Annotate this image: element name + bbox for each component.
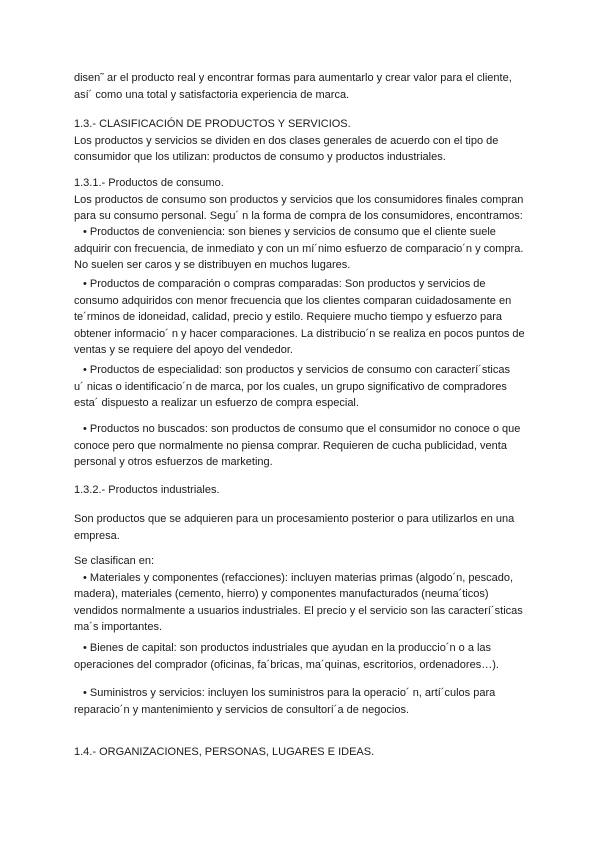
bullet-materiales <box>74 553 534 636</box>
text-line: empresa. <box>74 529 120 542</box>
bullet-suministros <box>74 685 534 718</box>
text-line: • Bienes de capital: son productos industriales que ayudan en la produccio´n o a las <box>83 642 492 654</box>
text-line: obtener informacio´ n y hacer comparaciones. La distribucio´n se realiza en pocos puntos de <box>74 327 525 340</box>
bullet-comparacion <box>74 276 534 359</box>
text-line: Los productos y servicios se dividen en dos clases generales de acuerdo con el tipo de <box>74 134 499 147</box>
text-line: • Productos de conveniencia: son bienes y servicios de consumo que el cliente suele <box>83 226 496 238</box>
text-line: Los productos de consumo son productos y servicios que los consumidores finales compran <box>74 193 524 206</box>
section-1-3-2-heading-block <box>74 482 534 499</box>
section-heading: 1.4.- ORGANIZACIONES, PERSONAS, LUGARES E IDEAS. <box>74 746 375 758</box>
text-line: consumidor que los utilizan: productos de consumo y productos industriales. <box>74 151 446 164</box>
text-line: adquirir con frecuencia, de inmediato y con un mí´nimo esfuerzo de comparacio´n y compra. <box>74 242 524 255</box>
bullet-conveniencia <box>74 224 534 274</box>
section-1-3-1 <box>74 175 534 225</box>
text-line: u´ nicas o identificacio´n de marca, por los cuales, un grupo significativo de compradores <box>74 380 507 393</box>
bullet-especialidad <box>74 362 534 412</box>
section-1-4 <box>74 744 534 761</box>
text-line: operaciones del comprador (oficinas, fa´bricas, ma´quinas, escritorios, ordenadores…). <box>74 658 499 671</box>
industrial-intro <box>74 511 534 544</box>
text-line: personal y otros esfuerzos de marketing. <box>74 456 273 469</box>
section-heading: 1.3.- CLASIFICACIÓN DE PRODUCTOS Y SERVICIOS. <box>74 118 351 130</box>
text-line: conoce pero que normalmente no piensa comprar. Requieren de cucha publicidad, venta <box>74 439 507 452</box>
text-line: Son productos que se adquieren para un procesamiento posterior o para utilizarlos en una <box>74 513 515 525</box>
text-line: reparacio´n y mantenimiento y servicios de consultorí´a de negocios. <box>74 703 410 716</box>
classify-label: Se clasifican en: <box>74 555 155 567</box>
text-line: esta´ dispuesto a realizar un esfuerzo de compra especial. <box>74 397 359 410</box>
text-line: No suelen ser caros y se distribuyen en muchos lugares. <box>74 259 351 272</box>
text-line: • Productos no buscados: son productos de consumo que el consumidor no conoce o que <box>83 423 521 435</box>
subsection-heading: 1.3.1.- Productos de consumo. <box>74 177 224 189</box>
section-1-3 <box>74 116 534 166</box>
bullet-no-buscados <box>74 421 534 471</box>
text-line: • Materiales y componentes (refacciones): incluyen materias primas (algodo´n, pescado, <box>83 571 513 584</box>
text-line: • Productos de comparación o compras comparadas: Son productos y servicios de <box>83 278 486 290</box>
intro-paragraph <box>74 70 534 103</box>
text-line: consumo adquiridos con menor frecuencia que los clientes comparan cuidadosamente en <box>74 294 512 307</box>
text-line: ventas y se requiere del apoyo del vendedor. <box>74 344 293 357</box>
text-line: vendidos normalmente a usuarios industriales. El precio y el servicio son las caracterí´sticas <box>74 604 523 617</box>
text-line: ma´s importantes. <box>74 621 163 634</box>
text-line: te´rminos de idoneidad, calidad, precio y estilo. Requiere mucho tiempo y esfuerzo para <box>74 311 503 324</box>
bullet-bienes-capital <box>74 640 534 673</box>
text-line: madera), materiales (cemento, hierro) y componentes manufacturados (neuma´ticos) <box>74 588 489 601</box>
text-line: así´ como una total y satisfactoria experiencia de marca. <box>74 88 350 101</box>
text-line: • Suministros y servicios: incluyen los suministros para la operacio´ n, artí´culos para <box>83 687 496 699</box>
text-line: para su consumo personal. Segu´ n la forma de compra de los consumidores, encontramos: <box>74 210 523 223</box>
subsection-heading: 1.3.2.- Productos industriales. <box>74 484 220 496</box>
text-line: disen˜ ar el producto real y encontrar formas para aumentarlo y crear valor para el cliente, <box>74 72 512 84</box>
text-line: • Productos de especialidad: son productos y servicios de consumo con caracterí´sticas <box>83 364 510 376</box>
